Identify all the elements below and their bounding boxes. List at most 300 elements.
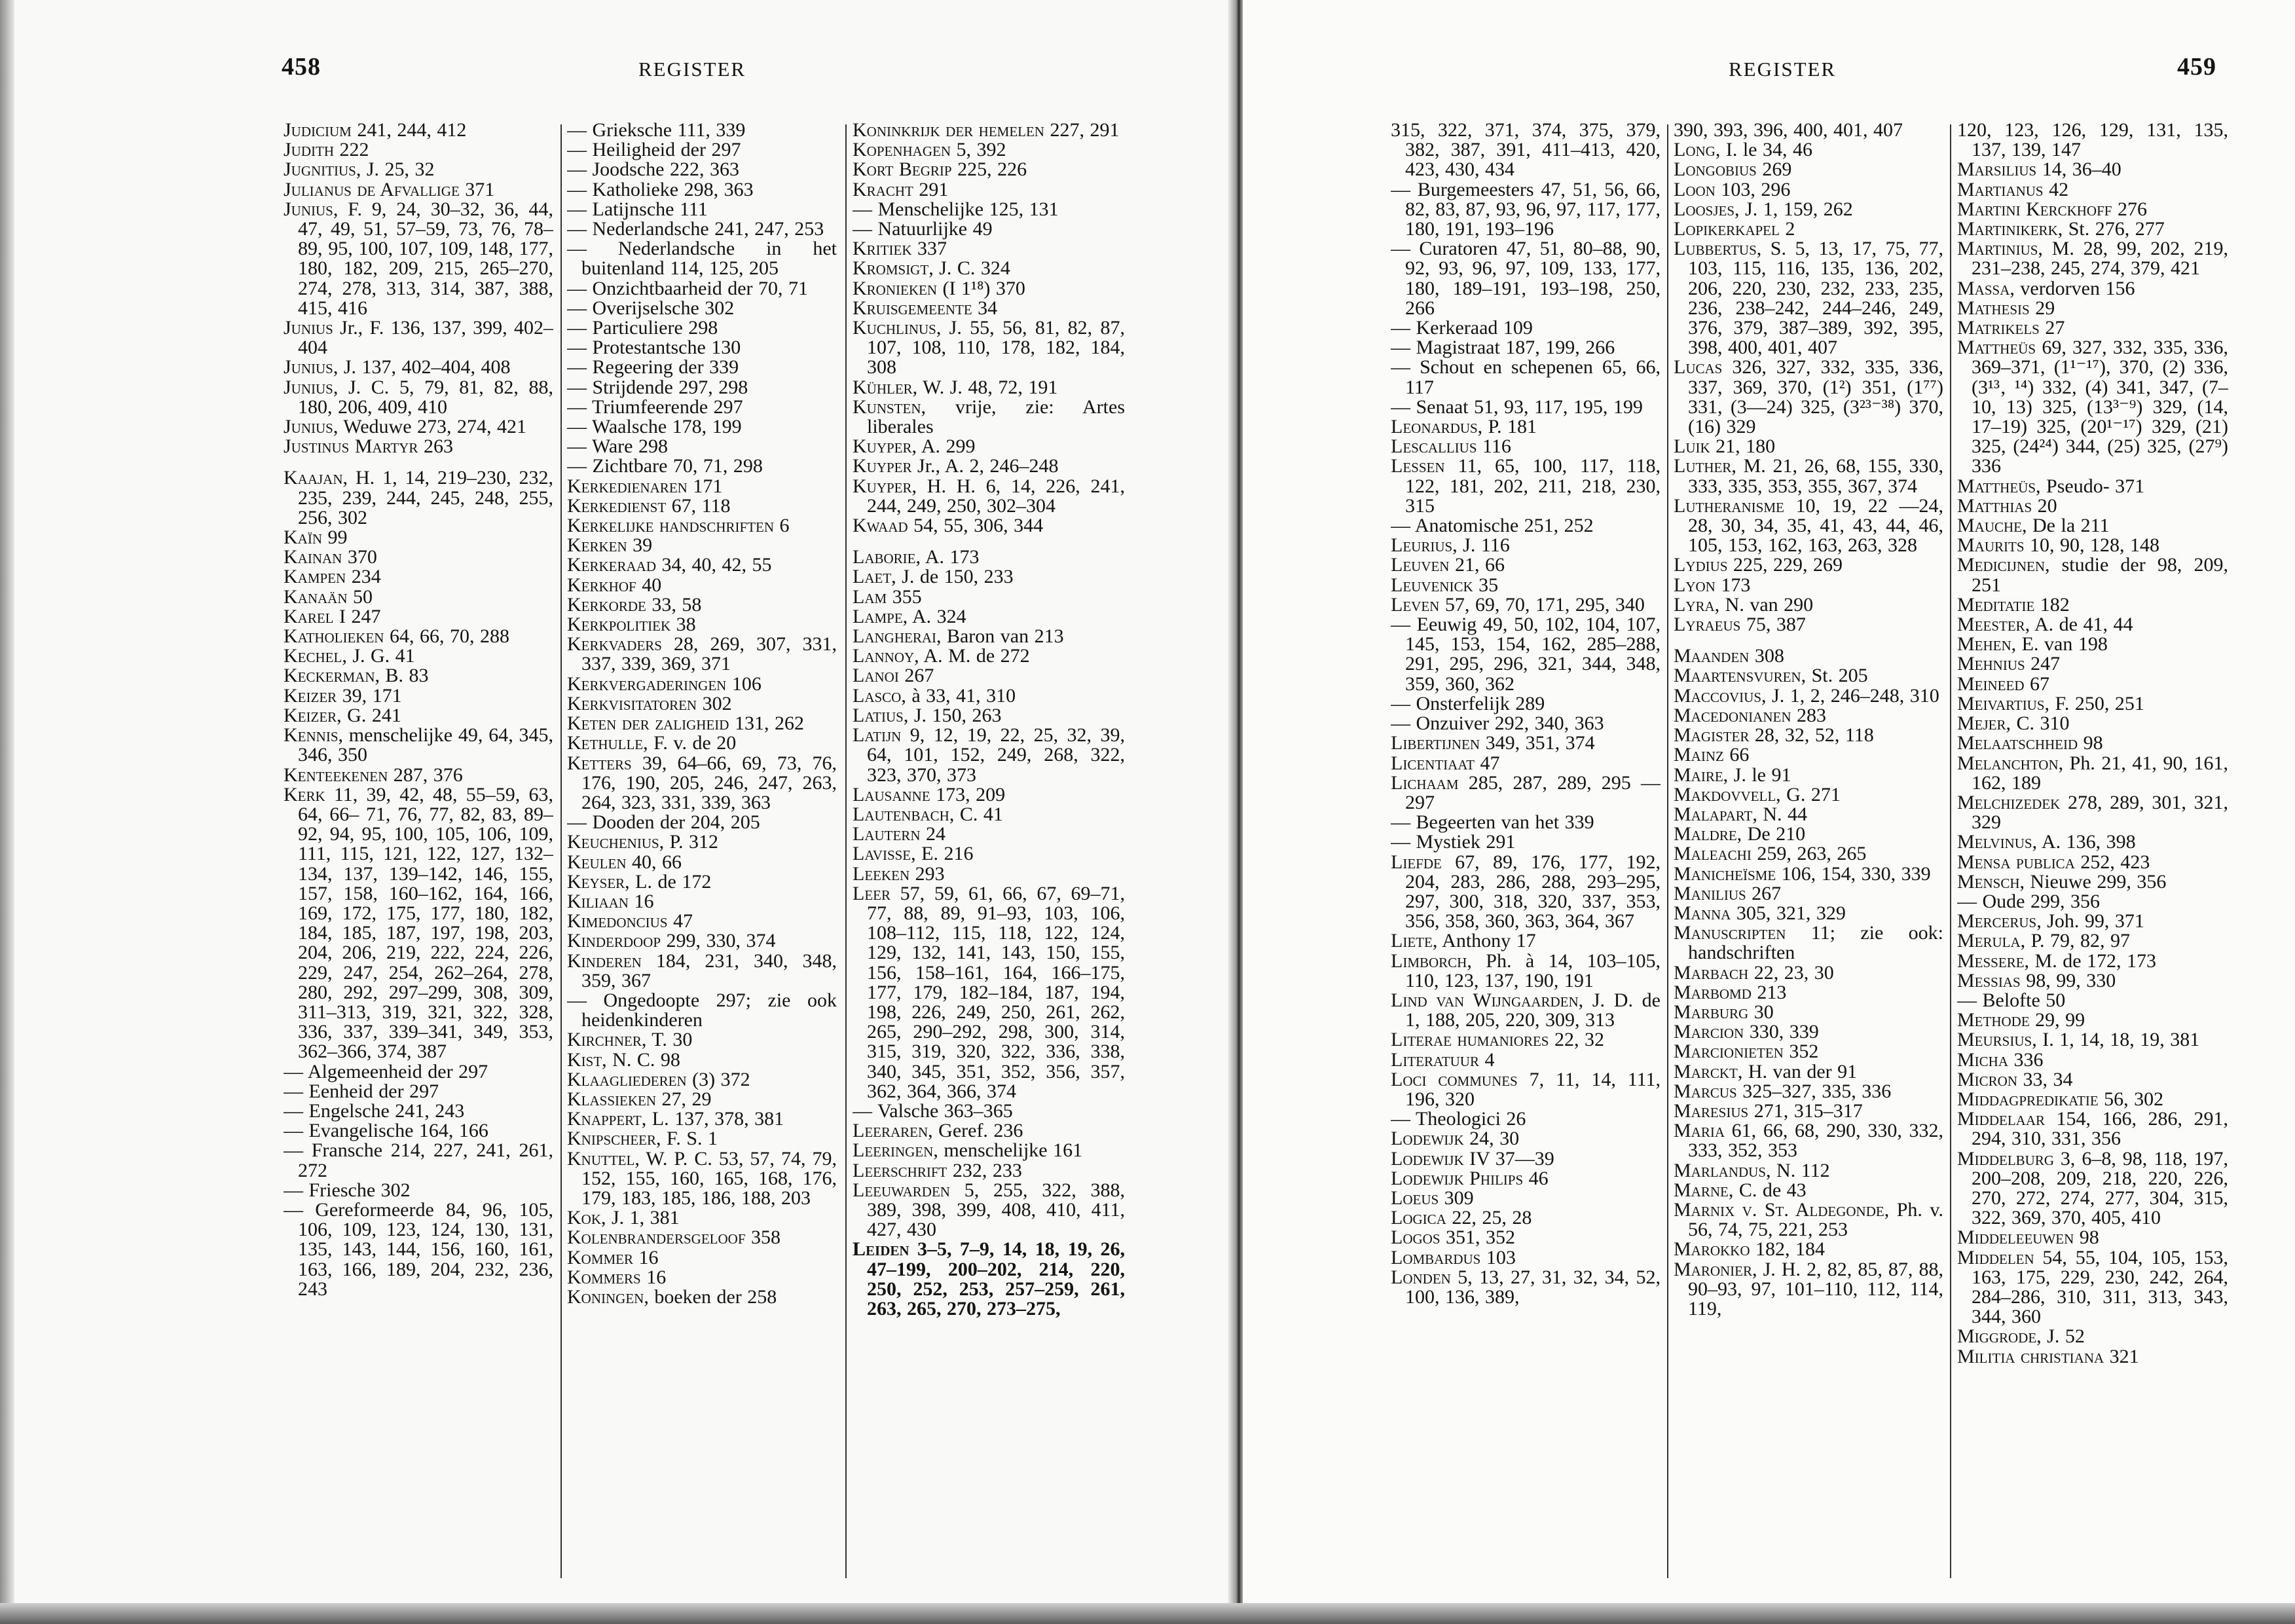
index-references: , St. 205 <box>1801 665 1868 687</box>
index-entry <box>1391 1169 1661 1189</box>
index-column <box>1391 120 1661 1581</box>
index-references: 287, 376 <box>388 764 463 786</box>
page-edge-shadow <box>0 0 14 1624</box>
index-references: , J. 52 <box>2036 1325 2085 1348</box>
index-entry <box>1674 1101 1943 1121</box>
index-references: , De la 211 <box>2022 515 2110 537</box>
index-term: Kwaad <box>853 515 908 537</box>
index-references: Jr., A. 2, 246–248 <box>911 455 1059 477</box>
index-references: — Burgemeesters 47, 51, 56, 66, 82, 83, 87, 93, 96, 97, 117, 177, 180, 191, 193–196 <box>1391 178 1661 240</box>
index-term: Lyraeus <box>1674 614 1741 636</box>
index-references: , J. 25, 32 <box>356 158 435 181</box>
index-references: 267 <box>1746 882 1782 904</box>
index-references: — Senaat 51, 93, 117, 195, 199 <box>1391 396 1643 418</box>
index-entry <box>1674 358 1943 437</box>
index-subentry <box>567 299 837 318</box>
index-entry <box>1674 555 1943 575</box>
index-entry <box>853 567 1125 587</box>
index-term: Melanchton <box>1957 752 2059 774</box>
index-entry <box>284 358 553 377</box>
index-references: — Fransche 214, 227, 241, 261, 272 <box>284 1139 553 1181</box>
index-term: Maire <box>1674 764 1723 786</box>
index-term: Lautenbach <box>853 803 949 825</box>
index-subentry <box>567 239 837 278</box>
index-term: Keizer <box>284 684 337 707</box>
index-references: 39, 64–66, 69, 73, 76, 176, 190, 205, 246, 247, 263, 264, 323, 331, 339, 363 <box>581 752 837 813</box>
index-term: Loon <box>1674 178 1716 200</box>
index-references: — Curatoren 47, 51, 80–88, 90, 92, 93, 96, 97, 109, 133, 177, 180, 189–191, 193–198, 250, 266 <box>1391 238 1661 319</box>
index-term: Lam <box>853 585 887 608</box>
index-subentry <box>853 1101 1125 1121</box>
index-references: , Joh. 99, 371 <box>2036 910 2144 932</box>
index-entry <box>284 528 553 547</box>
index-subentry <box>567 219 837 239</box>
index-entry <box>284 180 553 200</box>
index-entry <box>284 200 553 318</box>
index-entry <box>567 1129 837 1149</box>
running-head: REGISTER <box>1729 58 1837 81</box>
index-references: , A. 299 <box>911 435 976 458</box>
index-term: Melvinus <box>1957 831 2032 853</box>
index-term: Kampen <box>284 566 346 588</box>
index-term: Kuyper <box>853 435 912 458</box>
index-references: , F. 250, 251 <box>2044 692 2144 714</box>
index-references: 3, 6–8, 98, 118, 197, 200–208, 209, 218, 220, 226, 270, 272, 274, 277, 304, 315, 322, 369, 370, 405, 410 <box>1972 1147 2228 1229</box>
index-entry <box>1391 773 1661 813</box>
index-references: Jr., F. 136, 137, 399, 402–404 <box>298 317 553 359</box>
index-term: Laborie <box>853 546 916 568</box>
index-entry <box>1391 1129 1661 1149</box>
index-term: Miggrode <box>1957 1325 2037 1348</box>
index-entry <box>853 805 1125 824</box>
index-references: , N. 112 <box>1766 1159 1830 1181</box>
index-subentry <box>1391 714 1661 733</box>
index-references: 263 <box>418 435 453 458</box>
index-references: — Begeerten van het 339 <box>1391 811 1594 834</box>
index-references: 6 <box>774 515 790 537</box>
index-term: Libertijnen <box>1391 732 1480 754</box>
index-term: Leeuwarden <box>853 1179 950 1201</box>
index-references: 120, 123, 126, 129, 131, 135, 137, 139, 147 <box>1957 120 2228 161</box>
index-references: 349, 351, 374 <box>1480 732 1595 754</box>
index-references: — Triumfeerende 297 <box>567 396 743 418</box>
index-term: Mainz <box>1674 744 1724 766</box>
index-references: — Dooden der 204, 205 <box>567 811 760 834</box>
index-entry <box>1674 200 1943 219</box>
index-entry <box>567 714 837 733</box>
index-term: Mensch <box>1957 870 2020 893</box>
index-term: Micron <box>1957 1068 2018 1090</box>
index-references: — Belofte 50 <box>1957 989 2066 1011</box>
index-subentry <box>567 120 837 140</box>
index-references: 326, 327, 332, 335, 336, 337, 369, 370, (1²) 351, (1⁷⁷) 331, (3—24) 325, (3²³⁻³⁸) 370, (16) 329 <box>1688 356 1943 438</box>
index-entry <box>567 1228 837 1247</box>
index-references: 69, 327, 332, 335, 336, 369–371, (1¹⁻¹⁷), 370, (2) 336, (3¹³‚ ¹⁴) 332, (4) 341, 347, (7–10, 13) 325, (13³⁻⁹) 329, (14, 17–19) 325, (20¹⁻¹⁷) 329, (21) 325, (24²⁴) 344, (25) 325, (27⁹) 336 <box>1972 337 2228 477</box>
index-term: Kerkeraad <box>567 554 656 576</box>
index-entry <box>567 754 837 813</box>
index-entry <box>853 706 1125 726</box>
index-entry <box>567 635 837 674</box>
index-entry <box>1674 437 1943 456</box>
index-references: 11, 39, 42, 48, 55–59, 63, 64, 66– 71, 76, 77, 82, 83, 89– 92, 94, 95, 100, 105, 106, 109, 111, 115, 121, 122, 127, 132–134, 137, 139–142, 146, 155, 157, 158, 160–162, 164, 166, 169, 172, 175, 177, 180, 182, 184, 185, 187, 197, 198, 203, 204, 206, 219, 222, 224, 226, 229, 247, 254, 262–264, 278, 280, 292, 297–299, 308, 309, 311–313, 319, 321, 322, 328, 336, 337, 339–341, 349, 353, 362–366, 374, 387 <box>298 783 553 1063</box>
index-references: — Particuliere 298 <box>567 317 718 339</box>
index-term: Julianus de Afvallige <box>284 178 460 200</box>
index-entry <box>853 646 1125 666</box>
index-term: Micha <box>1957 1048 2009 1071</box>
index-references: 103, 296 <box>1715 178 1791 200</box>
index-entry <box>1957 931 2228 951</box>
index-references: 285, 287, 289, 295 —297 <box>1405 771 1661 813</box>
index-term: Massa <box>1957 277 2010 299</box>
running-head: REGISTER <box>638 58 746 81</box>
index-references: 390, 393, 396, 400, 401, 407 <box>1674 120 1903 141</box>
index-term: Junius <box>284 376 333 398</box>
index-subentry <box>284 1181 553 1200</box>
index-references: — Kerkeraad 109 <box>1391 317 1533 339</box>
index-references: , A. 324 <box>902 605 966 627</box>
index-entry <box>284 120 553 140</box>
index-references: , Pseudo- 371 <box>2036 475 2145 497</box>
index-references: 103 <box>1480 1246 1516 1268</box>
index-entry <box>853 824 1125 844</box>
index-entry <box>284 726 553 765</box>
index-term: Maleachi <box>1674 843 1752 865</box>
index-references: 22, 25, 28 <box>1446 1207 1532 1229</box>
index-references: 241, 244, 412 <box>351 120 467 141</box>
index-term: Keyser <box>567 870 625 893</box>
index-term: Mehnius <box>1957 653 2025 675</box>
index-term: Marcionieten <box>1674 1041 1784 1063</box>
index-term: Junius <box>284 356 333 378</box>
index-entry <box>853 397 1125 437</box>
index-term: Militia christiana <box>1957 1345 2104 1367</box>
index-references: , P. 312 <box>659 831 719 853</box>
index-references: — Theologici 26 <box>1391 1108 1526 1130</box>
index-references: 269 <box>1756 158 1792 181</box>
index-references: 33, 34 <box>2017 1068 2073 1090</box>
index-references: 56, 302 <box>2098 1088 2164 1110</box>
index-subentry <box>1391 338 1661 358</box>
index-entry <box>567 912 837 931</box>
index-term: Lanoi <box>853 665 899 687</box>
index-entry <box>853 259 1125 278</box>
index-entry <box>1674 576 1943 595</box>
index-term: Lombardus <box>1391 1246 1481 1268</box>
index-references: 2 <box>1779 218 1795 240</box>
index-column <box>567 120 837 1581</box>
index-references: 171 <box>687 475 723 497</box>
index-term: Judith <box>284 139 334 161</box>
index-entry <box>284 766 553 785</box>
index-references: , M. 28, 99, 202, 219, 231–238, 245, 274, 379, 421 <box>1972 238 2228 280</box>
index-references: 131, 262 <box>729 712 804 735</box>
index-term: Martinius <box>1957 238 2038 260</box>
index-entry <box>853 1240 1125 1319</box>
index-references: 299, 330, 374 <box>661 930 776 952</box>
index-term: Lutheranisme <box>1674 494 1784 517</box>
index-entry <box>284 607 553 627</box>
index-references: 22, 32 <box>1549 1029 1604 1051</box>
index-references: 358 <box>745 1227 781 1249</box>
index-term: Leurius <box>1391 534 1453 557</box>
index-references: — Natuurlijke 49 <box>853 218 993 240</box>
index-entry <box>1957 1010 2228 1030</box>
index-entry <box>1674 766 1943 785</box>
index-term: Kunsten <box>853 396 921 418</box>
index-entry <box>853 587 1125 607</box>
index-term: Meivartius <box>1957 692 2045 714</box>
index-references: , G. 271 <box>1776 783 1841 805</box>
index-term: Loeus <box>1391 1187 1439 1209</box>
index-references: — Anatomische 251, 252 <box>1391 515 1594 537</box>
index-term: Latius <box>853 704 904 726</box>
index-references: , J. D. de 1, 188, 205, 220, 309, 313 <box>1405 989 1661 1031</box>
index-subentry <box>567 437 837 456</box>
index-term: Knappert <box>567 1108 642 1130</box>
index-references: , H. van der 91 <box>1737 1060 1858 1082</box>
index-entry <box>853 437 1125 456</box>
index-term: Makdovvell <box>1674 783 1776 805</box>
column-rule <box>1667 124 1668 1578</box>
index-column <box>1957 120 2228 1581</box>
index-entry <box>1957 536 2228 555</box>
index-term: Kommer <box>567 1246 634 1268</box>
index-references: , Weduwe 273, 274, 421 <box>333 416 527 438</box>
index-references: , I. le 34, 46 <box>1715 139 1812 161</box>
index-subentry <box>284 1082 553 1101</box>
index-entry <box>1391 931 1661 951</box>
index-entry <box>853 279 1125 299</box>
index-term: Lautern <box>853 823 921 845</box>
index-references: , J. 55, 56, 81, 82, 87, 107, 108, 110, 178, 182, 184, 308 <box>867 317 1125 378</box>
index-references: 7, 11, 14, 111, 196, 320 <box>1405 1068 1661 1110</box>
index-references: 24 <box>920 823 946 845</box>
index-references: , Nieuwe 299, 356 <box>2019 870 2167 893</box>
index-subentry <box>1391 358 1661 397</box>
index-term: Leeringen <box>853 1139 934 1162</box>
index-references: 35 <box>1473 574 1499 596</box>
index-references: 337 <box>911 238 947 260</box>
index-references: 14, 36–40 <box>2036 158 2121 181</box>
index-term: Jugnitius <box>284 158 356 181</box>
index-term: Latijn <box>853 724 902 747</box>
index-references: — Heiligheid der 297 <box>567 139 741 161</box>
index-entry <box>853 318 1125 378</box>
index-references: 11; zie ook: handschriften <box>1688 922 1943 964</box>
index-references: IV 37—39 <box>1463 1147 1554 1170</box>
index-term: Kenteekenen <box>284 764 388 786</box>
index-references: , N. C. 98 <box>602 1048 680 1071</box>
index-term: Katholieken <box>284 625 384 648</box>
index-references: 283 <box>1791 704 1826 726</box>
index-entry <box>1391 417 1661 437</box>
index-entry <box>567 1050 837 1070</box>
index-entry <box>1391 1208 1661 1228</box>
index-entry <box>567 477 837 496</box>
index-entry <box>567 1109 837 1129</box>
index-references: 106, 154, 330, 339 <box>1776 862 1931 885</box>
index-entry <box>853 627 1125 646</box>
index-term: Liefde <box>1391 851 1442 873</box>
index-term: Kist <box>567 1048 602 1071</box>
index-references: — Magistraat 187, 199, 266 <box>1391 337 1615 359</box>
index-references: 98, 99, 330 <box>2020 969 2116 991</box>
index-entry <box>1957 338 2228 476</box>
index-entry <box>1391 1268 1661 1307</box>
index-term: Kimedoncius <box>567 910 668 932</box>
index-entry <box>1957 299 2228 318</box>
index-entry <box>1674 1181 1943 1200</box>
index-term: Ketters <box>567 752 632 774</box>
index-subentry <box>567 180 837 200</box>
index-term: Mercerus <box>1957 910 2037 932</box>
index-term: Knipscheer <box>567 1128 657 1150</box>
index-term: Judicium <box>284 120 352 141</box>
index-term: Longobius <box>1674 158 1757 181</box>
index-term: Middelen <box>1957 1246 2034 1268</box>
index-references: , A. 136, 398 <box>2032 831 2136 853</box>
index-references: , E. van 198 <box>2011 633 2108 655</box>
index-term: Licentiaat <box>1391 752 1475 774</box>
index-references: — Joodsche 222, 363 <box>567 158 739 181</box>
index-entry <box>1957 674 2228 694</box>
index-entry <box>1957 654 2228 674</box>
index-term: Maldre <box>1674 823 1737 845</box>
index-entry <box>284 437 553 456</box>
column-rule <box>845 124 847 1578</box>
index-entry <box>1674 726 1943 745</box>
index-references: 28, 32, 52, 118 <box>1749 724 1874 747</box>
index-entry <box>567 1149 837 1209</box>
index-term: Maanden <box>1674 645 1750 667</box>
index-references: 40 <box>636 574 662 596</box>
index-column <box>853 120 1125 1581</box>
index-references: , P. 181 <box>1477 416 1537 438</box>
index-references: 57, 69, 70, 171, 295, 340 <box>1439 593 1645 616</box>
index-references: 98 <box>2078 732 2103 754</box>
index-subentry <box>567 991 837 1030</box>
index-term: Klaagliederen <box>567 1068 687 1090</box>
index-term: Literatuur <box>1391 1048 1479 1071</box>
index-term: Medicijnen <box>1957 554 2045 576</box>
index-references: , menschelijke 49, 64, 345, 346, 350 <box>298 724 553 766</box>
index-term: Lubbertus <box>1674 238 1757 260</box>
index-entry <box>567 674 837 694</box>
index-term: Kerkorde <box>567 593 646 616</box>
index-entry <box>567 576 837 595</box>
index-entry <box>1391 1189 1661 1208</box>
index-references: 27, 29 <box>656 1088 712 1110</box>
index-references: 5, 13, 27, 31, 32, 34, 52, 100, 136, 389, <box>1405 1266 1661 1308</box>
index-references: — Latijnsche 111 <box>567 198 708 220</box>
index-term: Loosjes <box>1674 198 1735 220</box>
index-references: 154, 166, 286, 291, 294, 310, 331, 356 <box>1972 1108 2228 1150</box>
index-references: , T. 30 <box>641 1029 693 1051</box>
index-references: , W. J. 48, 72, 191 <box>912 376 1058 398</box>
index-term: Lodewijk <box>1391 1147 1464 1170</box>
index-references: 293 <box>909 862 945 885</box>
index-references: — Mystiek 291 <box>1391 831 1516 853</box>
index-entry <box>853 299 1125 318</box>
index-entry <box>1674 140 1943 160</box>
index-references: , Ph. v. 56, 74, 75, 221, 253 <box>1688 1198 1943 1241</box>
index-term: Klassieken <box>567 1088 656 1110</box>
index-entry <box>1957 1347 2228 1367</box>
index-references: 247 <box>2025 653 2061 675</box>
index-term: Manuscripten <box>1674 922 1786 944</box>
index-term: Leer <box>853 882 890 904</box>
index-subentry <box>284 1200 553 1299</box>
index-term: Mejer <box>1957 712 2006 735</box>
index-references: 67 <box>2024 673 2049 695</box>
index-references: 182, 184 <box>1750 1238 1826 1261</box>
index-references: 33, 58 <box>646 593 702 616</box>
index-entry <box>1674 963 1943 983</box>
index-term: Merula <box>1957 930 2021 952</box>
index-references: 232, 233 <box>947 1159 1022 1181</box>
index-entry <box>1674 615 1943 635</box>
index-references: , De 210 <box>1736 823 1806 845</box>
index-references: , J. G. 41 <box>342 645 415 667</box>
index-entry <box>853 686 1125 706</box>
index-entry <box>1957 595 2228 615</box>
index-term: Kronieken <box>853 277 937 299</box>
index-term: Kerkvergaderingen <box>567 673 727 695</box>
index-references: — Strijdende 297, 298 <box>567 376 748 398</box>
index-references: — Onzichtbaarheid der 70, 71 <box>567 277 809 299</box>
index-term: Kerkpolitiek <box>567 614 671 636</box>
index-entry <box>853 477 1125 516</box>
index-subentry <box>1391 832 1661 852</box>
index-entry <box>1674 646 1943 666</box>
index-subentry <box>567 456 837 476</box>
index-term: Junius <box>284 317 333 339</box>
index-term: Kommers <box>567 1266 641 1288</box>
index-term: Kuyper <box>853 455 912 477</box>
index-term: Kethulle <box>567 732 644 754</box>
index-term: Matrikels <box>1957 317 2040 339</box>
index-references: 355 <box>887 585 922 608</box>
index-term: Kerkvisitatoren <box>567 692 697 714</box>
index-term: Meursius <box>1957 1029 2032 1051</box>
index-references: 40, 66 <box>626 851 682 873</box>
index-term: Knuttel <box>567 1147 635 1170</box>
index-subentry <box>567 813 837 832</box>
index-subentry <box>284 1101 553 1121</box>
index-references: — Friesche 302 <box>284 1179 411 1201</box>
index-term: Meineed <box>1957 673 2025 695</box>
index-entry <box>284 378 553 417</box>
index-term: Lannoy <box>853 645 915 667</box>
index-entry <box>1957 912 2228 931</box>
index-entry <box>1957 615 2228 635</box>
index-term: Karel <box>284 605 334 627</box>
index-entry <box>1957 832 2228 852</box>
index-entry <box>1957 1149 2228 1228</box>
index-entry <box>284 686 553 706</box>
index-entry <box>567 496 837 516</box>
index-references: 10, 90, 128, 148 <box>2024 534 2160 557</box>
index-references: , St. 276, 277 <box>2057 218 2165 240</box>
index-term: Kaajan <box>284 467 343 489</box>
index-entry <box>853 1141 1125 1160</box>
index-entry <box>1957 754 2228 793</box>
index-references: 213 <box>1751 981 1787 1003</box>
index-references: 5, 255, 322, 388, 389, 398, 399, 408, 410, 411, 427, 430 <box>867 1179 1125 1241</box>
index-term: Maurits <box>1957 534 2025 557</box>
index-entry <box>284 140 553 160</box>
index-subentry <box>1391 318 1661 338</box>
